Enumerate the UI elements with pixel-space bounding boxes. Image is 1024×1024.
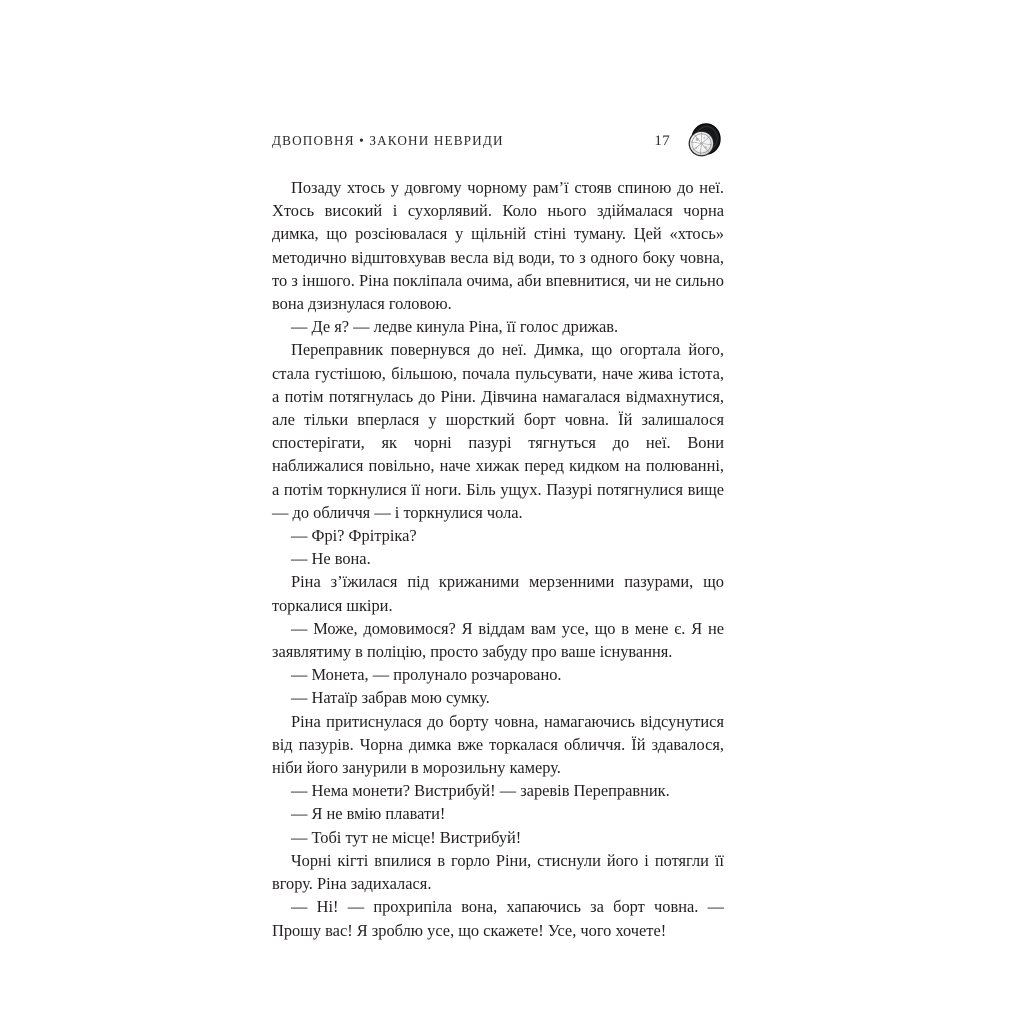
body-text: [272, 176, 724, 942]
paragraph: — Ні! — прохрипіла вона, хапаючись за борт човна. — Прошу вас! Я зроблю усе, що скажете! Усе, чого хочете!: [272, 897, 724, 940]
paragraph: — Може, домовимося? Я віддам вам усе, що в мене є. Я не заявлятиму в поліцію, просто забуду про ваше існування.: [272, 618, 724, 662]
paragraph: — Не вона.: [291, 549, 371, 569]
paragraph: Позаду хтось у довгому чорному рам’ї стояв спиною до неї. Хтось високий і сухорлявий. Коло нього здіймалася чорна димка, що розсіювалася у щільній стіні туману. Цей «хтось» методично відштовхував весла від води, то з одного боку човна, то з іншого. Ріна покліпала очима, аби впевнитися, чи не сильно вона дзизнулася головою.: [272, 178, 724, 314]
paragraph: — Монета, — пролунало розчаровано.: [291, 665, 562, 685]
running-head-title: ДВОПОВНЯ • ЗАКОНИ НЕВРИДИ: [272, 133, 504, 149]
paragraph: — Тобі тут не місце! Вистрибуй!: [291, 827, 522, 847]
paragraph: — Натаїр забрав мою сумку.: [291, 688, 490, 708]
paragraph: Чорні кігті впилися в горло Ріни, стиснули його і потягли її вгору. Ріна задихалася.: [272, 850, 724, 894]
moon-coin-ornament: [684, 120, 724, 162]
running-head: [272, 127, 724, 155]
folio-group: [654, 120, 724, 162]
paragraph: — Де я? — ледве кинула Ріна, її голос дрижав.: [291, 317, 619, 337]
paragraph: — Я не вмію плавати!: [291, 804, 446, 824]
paragraph: — Нема монети? Вистрибуй! — заревів Переправник.: [291, 781, 670, 801]
paragraph: Ріна притиснулася до борту човна, намагаючись відсунутися від пазурів. Чорна димка вже торкалася обличчя. Їй здавалося, ніби його занурили в морозильну камеру.: [272, 711, 724, 778]
paragraph: Переправник повернувся до неї. Димка, що огортала його, стала густішою, більшою, почала пульсувати, наче жива істота, а потім потягнулась до Ріни. Дівчина намагалася відмахнутися, але тільки вперлася у шорсткий борт човна. Їй залишалося спостерігати, як чорні пазурі тягнуться до неї. Вони наближалися повільно, наче хижак перед кидком на полюванні, а потім торкнулися її ноги. Біль ущух. Пазурі потягнулися вище — до обличчя — і торкнулися чола.: [272, 340, 724, 522]
page-number: 17: [654, 132, 670, 149]
paragraph: Ріна з’їжилася під крижаними мерзенними пазурами, що торкалися шкіри.: [272, 572, 724, 615]
paragraph: — Фрі? Фрітріка?: [291, 526, 417, 546]
